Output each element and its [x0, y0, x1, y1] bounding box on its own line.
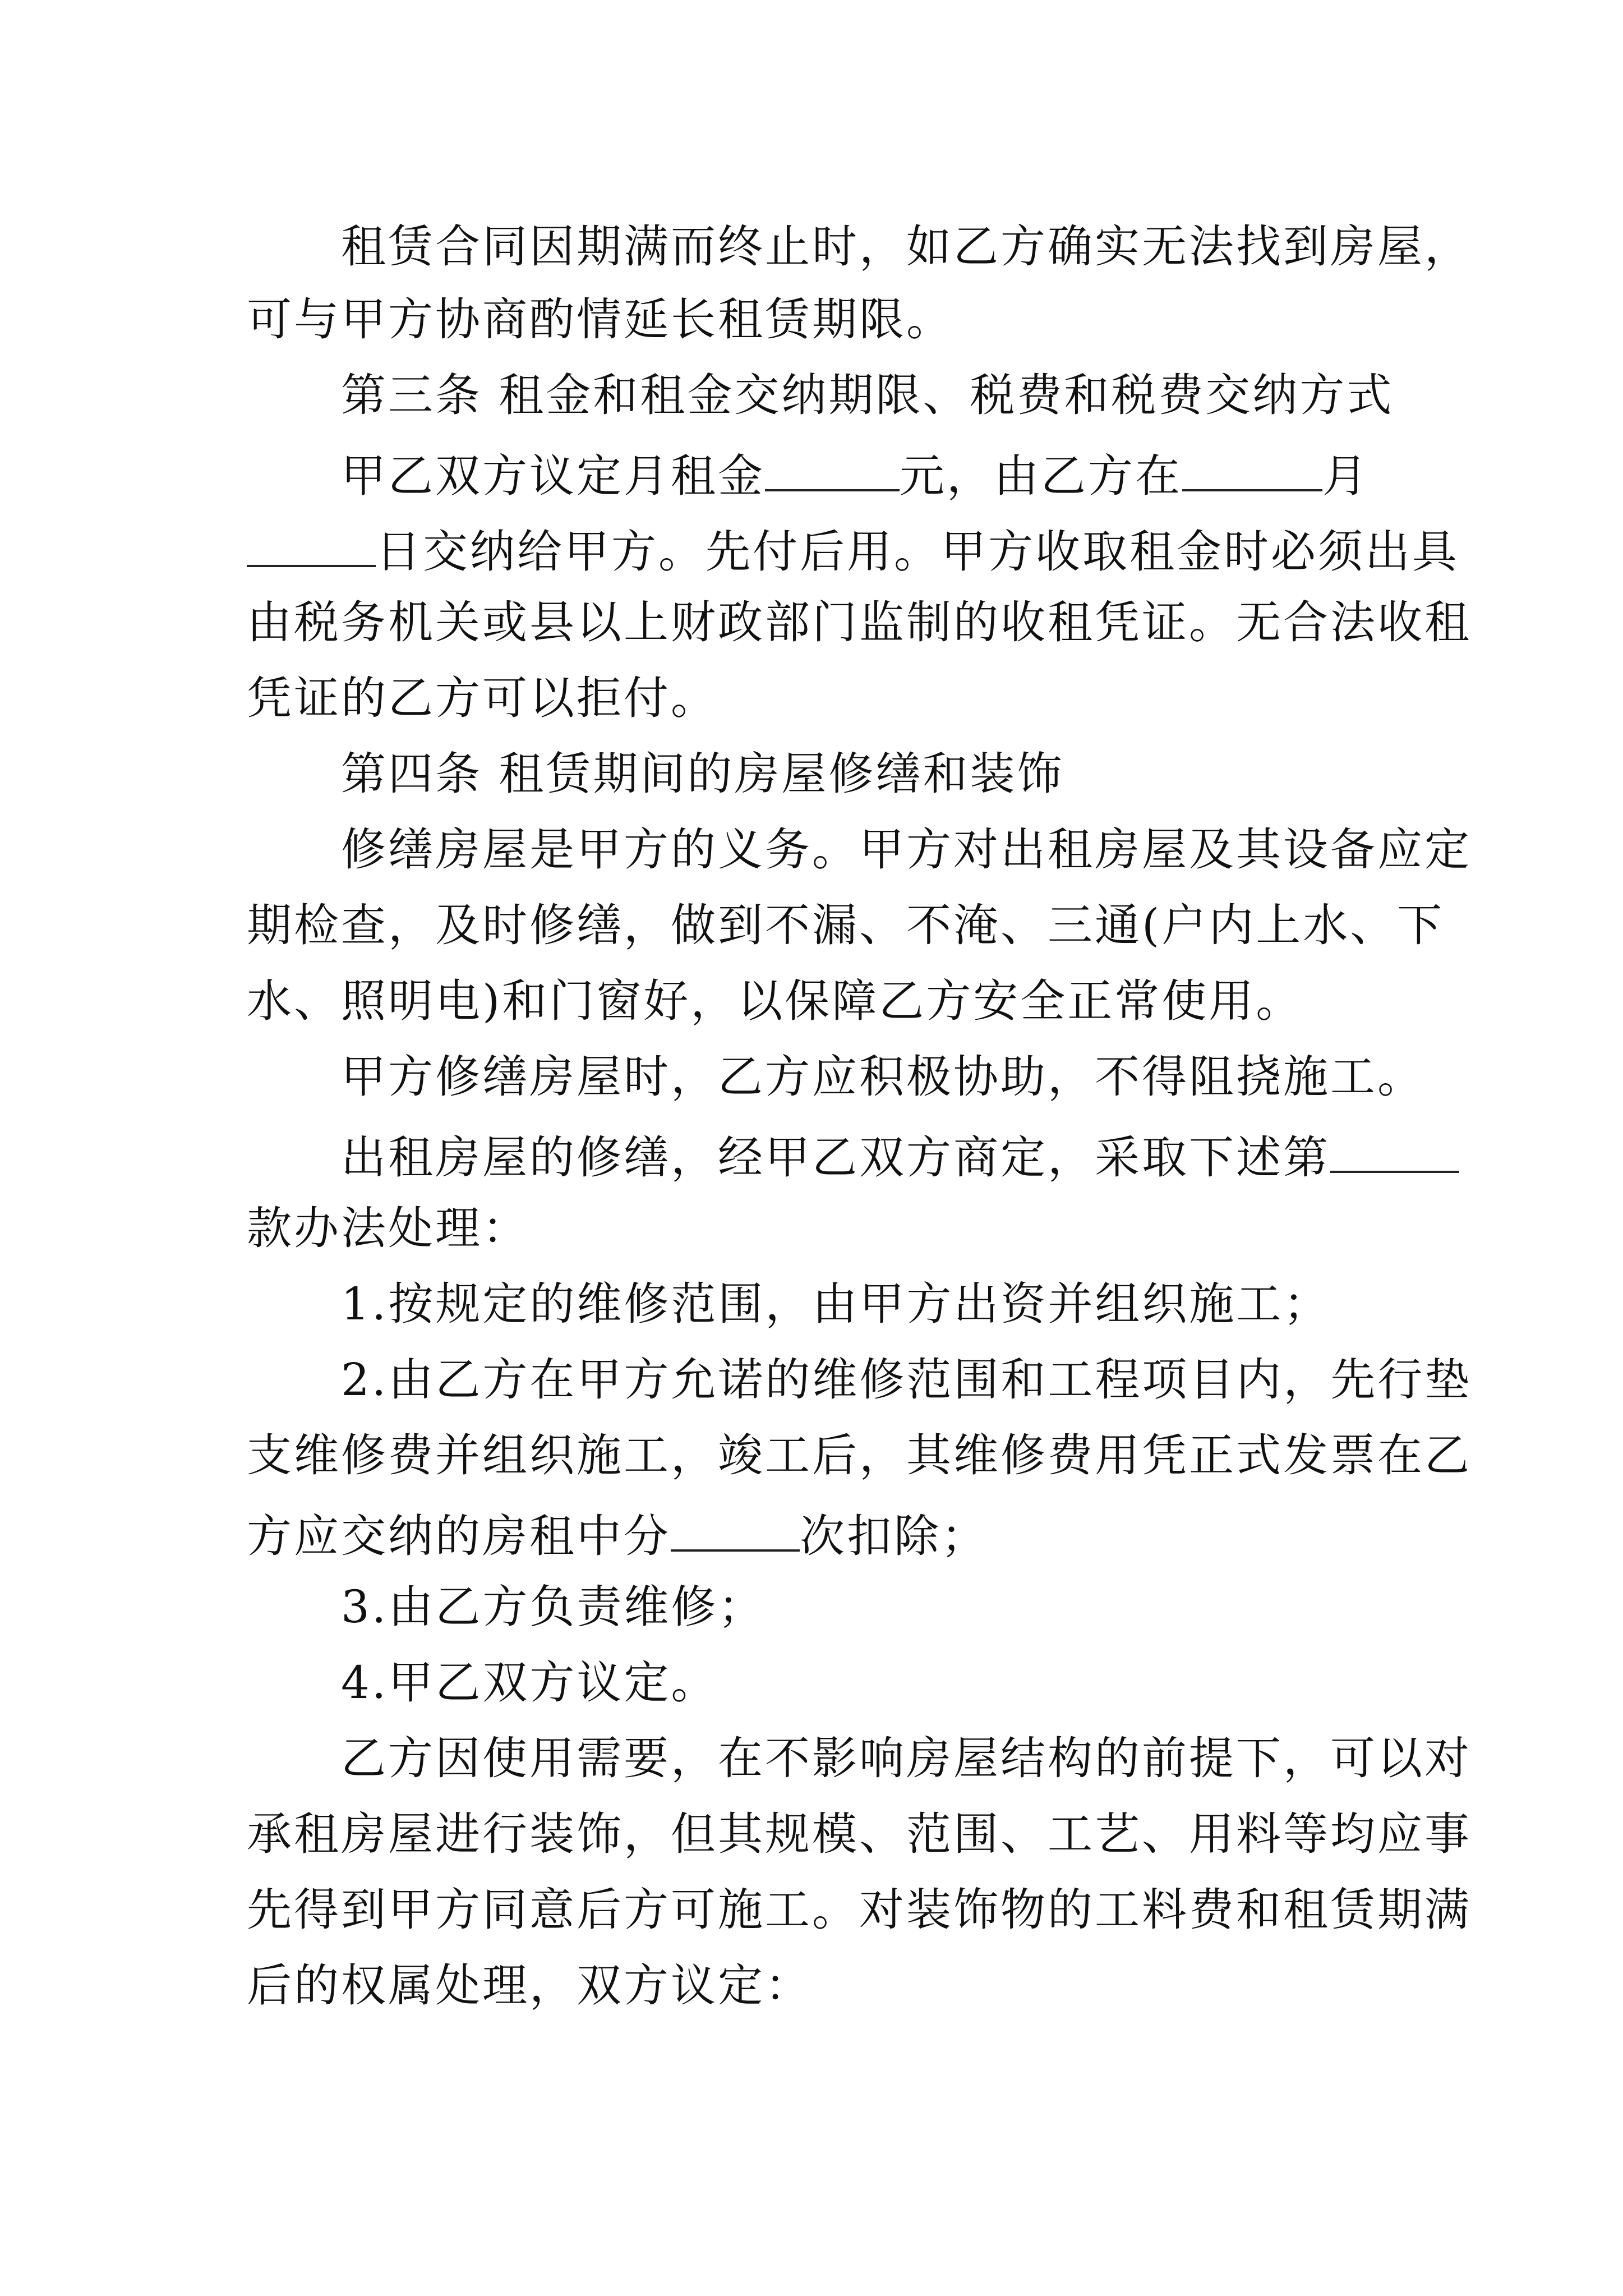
paragraph-line: 水、照明电)和门窗好，以保障乙方安全正常使用。 [247, 975, 1303, 1027]
paragraph-line: 租赁合同因期满而终止时，如乙方确实无法找到房屋， [247, 220, 1472, 273]
fill-in-blank [765, 449, 900, 491]
paragraph-line: 支维修费并组织施工，竣工后，其维修费用凭正式发票在乙 [247, 1429, 1472, 1481]
paragraph-line [247, 1130, 1391, 1184]
article-heading: 第三条 租金和租金交纳期限、税费和税费交纳方式 [247, 369, 1394, 421]
paragraph-line: 款办法处理： [247, 1202, 529, 1254]
text-segment: 日交纳给甲方。先付后用。甲方收取租金时必须出具 [376, 526, 1459, 578]
paragraph-line: 修缮房屋是甲方的义务。甲方对出租房屋及其设备应定 [247, 823, 1472, 876]
list-item: 1.按规定的维修范围，由甲方出资并组织施工； [247, 1278, 1331, 1330]
list-item: 4.甲乙双方议定。 [247, 1657, 718, 1709]
text-segment: 甲乙双方议定月租金 [247, 450, 765, 502]
paragraph-line [247, 449, 1391, 502]
fill-in-blank [1330, 1130, 1459, 1173]
paragraph-line: 凭证的乙方可以拒付。 [247, 672, 718, 724]
fill-in-blank [1182, 449, 1322, 491]
list-item: 2.由乙方在甲方允诺的维修范围和工程项目内，先行垫 [247, 1354, 1472, 1406]
text-segment: 元，由乙方在 [900, 450, 1182, 502]
text-segment: 次扣除； [800, 1510, 988, 1562]
paragraph-line [247, 524, 1459, 578]
text-segment: 出租房屋的修缮，经甲乙双方商定，采取下述第 [247, 1131, 1330, 1184]
paragraph-line: 先得到甲方同意后方可施工。对装饰物的工料费和租赁期满 [247, 1884, 1472, 1936]
paragraph-line: 期检查，及时修缮，做到不漏、不淹、三通(户内上水、下 [247, 899, 1445, 951]
paragraph-line: 可与甲方协商酌情延长租赁期限。 [247, 293, 953, 346]
paragraph-line [247, 1509, 1391, 1562]
article-heading: 第四条 租赁期间的房屋修缮和装饰 [247, 748, 1064, 800]
text-segment: 月 [1322, 450, 1370, 502]
paragraph-line: 乙方因使用需要，在不影响房屋结构的前提下，可以对 [247, 1732, 1472, 1784]
text-segment: 方应交纳的房租中分 [247, 1510, 671, 1562]
paragraph-line: 甲方修缮房屋时，乙方应积极协助，不得阻挠施工。 [247, 1051, 1424, 1103]
fill-in-blank [247, 524, 376, 567]
paragraph-line: 后的权属处理，双方议定： [247, 1959, 812, 2012]
paragraph-line: 由税务机关或县以上财政部门监制的收租凭证。无合法收租 [247, 596, 1472, 648]
fill-in-blank [671, 1509, 800, 1552]
paragraph-line: 承租房屋进行装饰，但其规模、范围、工艺、用料等均应事 [247, 1808, 1472, 1860]
list-item: 3.由乙方负责维修； [247, 1581, 766, 1633]
